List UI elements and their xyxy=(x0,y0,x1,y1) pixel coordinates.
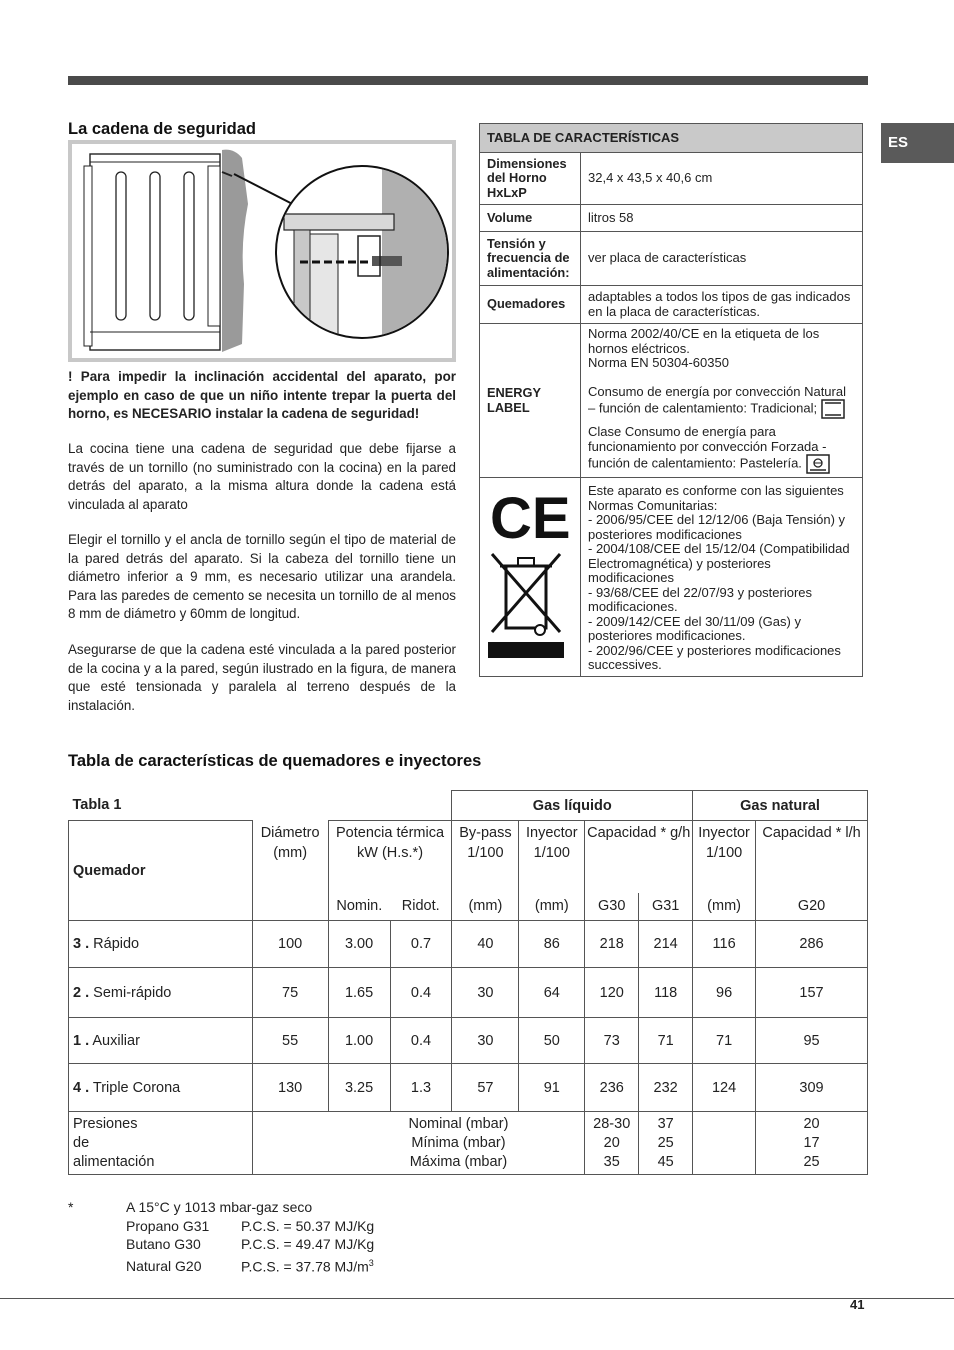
top-rule xyxy=(68,76,868,85)
pressure-g30 xyxy=(585,1112,639,1175)
safety-paragraph-1: La cocina tiene una cadena de seguridad que debe fijarse a través de un tornillo (no suministrado con la cocina) en la pared detrás del aparato, a la misma altura donde la cadena está vinculada al aparato xyxy=(68,441,456,512)
subheader-g20: G20 xyxy=(756,893,868,921)
pressure-label xyxy=(69,1112,253,1175)
table-cell: 86 xyxy=(519,921,585,968)
pressure-value: 35 xyxy=(603,1153,620,1170)
table-cell: 214 xyxy=(639,921,693,968)
burners-table-title: Tabla de características de quemadores e inyectores xyxy=(68,752,482,770)
energy-forced-text: Clase Consumo de energía para funcionamiento por convección Forzada - función de calentamiento: Pastelería. xyxy=(588,424,827,471)
table-cell: 71 xyxy=(693,1018,756,1064)
table-cell: 75 xyxy=(252,968,328,1018)
pressure-label-line: Presiones xyxy=(73,1115,138,1132)
table-cell: 1.65 xyxy=(328,968,390,1018)
pressure-type: Mínima (mbar) xyxy=(411,1134,506,1151)
characteristics-table xyxy=(479,123,863,677)
burner-header: Quemador xyxy=(69,821,253,921)
table-cell: 130 xyxy=(252,1064,328,1112)
table-cell: 236 xyxy=(585,1064,639,1112)
gas-natural-header: Gas natural xyxy=(693,791,868,821)
table-cell: 3.25 xyxy=(328,1064,390,1112)
table-cell: 30 xyxy=(452,1018,519,1064)
norms-intro: Este aparato es conforme con las siguientes Normas Comunitarias: xyxy=(588,483,844,513)
norm-3: - 93/68/CEE del 22/07/93 y posteriores modificaciones. xyxy=(588,584,813,614)
burner-row xyxy=(69,968,868,1018)
subheader-g30: G30 xyxy=(585,893,639,921)
burner-name: Triple Corona xyxy=(92,1079,181,1096)
dims-value: 32,4 x 43,5 x 40,6 cm xyxy=(581,153,863,205)
table-cell: 73 xyxy=(585,1018,639,1064)
weee-black-bar xyxy=(488,642,564,658)
burner-number: 1 . xyxy=(73,1032,90,1049)
oven-fan-icon xyxy=(806,454,830,474)
gas-name: Natural G20 xyxy=(126,1258,202,1275)
gas-liquid-header: Gas líquido xyxy=(452,791,693,821)
safety-chain-title: La cadena de seguridad xyxy=(68,120,256,138)
table-cell: 218 xyxy=(585,921,639,968)
burner-name-cell xyxy=(69,968,253,1018)
gas-pcs: P.C.S. = 50.37 MJ/Kg xyxy=(241,1217,375,1234)
energy-norm-1: Norma 2002/40/CE en la etiqueta de los hornos eléctricos. xyxy=(588,326,820,356)
pressure-value: 37 xyxy=(657,1115,674,1132)
table-cell: 1.00 xyxy=(328,1018,390,1064)
ce-mark: CE xyxy=(490,486,570,551)
warning-text: Para impedir la inclinación accidental del aparato, por ejemplo en caso de que un niño intente trepar la puerta del horno, es NECESARIO instalar la cadena de seguridad! xyxy=(68,369,456,421)
subheader-bypass-mm: (mm) xyxy=(452,893,519,921)
volume-label: Volume xyxy=(480,205,581,232)
table-cell: 0.4 xyxy=(390,1018,452,1064)
burner-number: 2 . xyxy=(73,984,90,1001)
pressure-value: 28-30 xyxy=(593,1115,631,1132)
power-header: Potencia térmica kW (H.s.*) xyxy=(328,821,452,893)
capacity-lh-header: Capacidad * l/h xyxy=(756,821,868,893)
pressure-row xyxy=(69,1112,868,1175)
footnote xyxy=(68,1198,374,1276)
safety-chain-illustration xyxy=(72,144,452,358)
table-cell: 124 xyxy=(693,1064,756,1112)
table-cell: 232 xyxy=(639,1064,693,1112)
burner-name-cell xyxy=(69,1064,253,1112)
table-cell: 71 xyxy=(639,1018,693,1064)
pressure-value: 20 xyxy=(603,1134,620,1151)
superscript: 3 xyxy=(368,1257,374,1268)
subheader-blank xyxy=(252,893,328,921)
table-cell: 40 xyxy=(452,921,519,968)
table-cell: 91 xyxy=(519,1064,585,1112)
subheader-nominal: Nomin. xyxy=(328,893,390,921)
energy-label: ENERGY LABEL xyxy=(480,324,581,478)
volume-value: litros 58 xyxy=(581,205,863,232)
table-cell: 50 xyxy=(519,1018,585,1064)
energy-consumption-forced xyxy=(588,425,855,474)
safety-warning xyxy=(68,368,456,424)
burner-number: 3 . xyxy=(73,936,90,952)
table-cell: 157 xyxy=(756,968,868,1018)
footnote-line xyxy=(68,1254,374,1276)
safety-paragraph-2: Elegir el tornillo y el ancla de tornillo según el tipo de material de la pared detrás del aparato. Si la cabeza del tornillo tiene un diámetro inferior a 9 mm, es necesario utilizar una arandela. Para las paredes de cemento se necesita un tornillo de al menos 8 mm de diámetro y 60mm de longitud. xyxy=(68,532,456,621)
footnote-line xyxy=(68,1198,374,1217)
safety-chain-figure xyxy=(68,140,456,362)
dims-label: Dimensiones del Horno HxLxP xyxy=(480,153,581,205)
burner-row xyxy=(69,1018,868,1064)
oven-traditional-icon xyxy=(821,399,845,419)
pressure-value: 17 xyxy=(803,1134,820,1151)
pressure-value: 45 xyxy=(657,1153,674,1170)
norm-2: - 2004/108/CEE del 15/12/04 (Compatibilidad Electromagnética) y posteriores modificaciones xyxy=(588,541,850,585)
footnote-text: A 15°C y 1013 mbar-gaz seco xyxy=(126,1199,313,1215)
norm-1: - 2006/95/CEE del 12/12/06 (Baja Tensión) y posteriores modificaciones xyxy=(588,512,846,542)
burner-row xyxy=(69,921,868,968)
bypass-header: By-pass 1/100 xyxy=(452,821,519,893)
injector-header: Inyector 1/100 xyxy=(519,821,585,893)
gas-name: Butano G30 xyxy=(126,1236,201,1252)
gas-pcs: P.C.S. = 37.78 MJ/m xyxy=(241,1258,369,1275)
table-cell: 100 xyxy=(252,921,328,968)
norm-4: - 2009/142/CEE del 30/11/09 (Gas) y posteriores modificaciones. xyxy=(588,613,801,643)
subheader-injector-natural-mm: (mm) xyxy=(693,893,756,921)
energy-norm-2: Norma EN 50304-60350 xyxy=(588,355,729,370)
table-cell: 95 xyxy=(756,1018,868,1064)
burner-number: 4 . xyxy=(73,1079,90,1096)
table-cell: 118 xyxy=(639,968,693,1018)
warning-mark: ! xyxy=(68,369,73,384)
pressure-type: Máxima (mbar) xyxy=(409,1153,508,1170)
table-cell: 30 xyxy=(452,968,519,1018)
burners-table xyxy=(68,790,868,1175)
burner-name: Semi-rápido xyxy=(93,984,172,1001)
burner-name-cell xyxy=(69,921,253,968)
page-number: 41 xyxy=(850,1297,865,1312)
subheader-reduced: Ridot. xyxy=(390,893,452,921)
table-cell: 116 xyxy=(693,921,756,968)
table-cell: 286 xyxy=(756,921,868,968)
table-cell: 0.4 xyxy=(390,968,452,1018)
compliance-marks xyxy=(480,478,581,677)
table-cell: 55 xyxy=(252,1018,328,1064)
energy-info xyxy=(581,324,863,478)
table-cell: 309 xyxy=(756,1064,868,1112)
characteristics-header: TABLA DE CARACTERÍSTICAS xyxy=(480,124,863,153)
bottom-rule xyxy=(0,1298,954,1299)
pressure-blank xyxy=(693,1112,756,1175)
safety-paragraph-3: Asegurarse de que la cadena esté vinculada a la pared posterior de la cocina y a la pared, según ilustrado en la figura, de manera que esté tensionada y paralela al terreno después de la instalación. xyxy=(68,642,456,713)
language-tab: ES xyxy=(881,123,954,163)
table-cell: 57 xyxy=(452,1064,519,1112)
voltage-value: ver placa de características xyxy=(581,232,863,286)
injector-natural-header: Inyector 1/100 xyxy=(693,821,756,893)
footnote-line xyxy=(68,1235,374,1254)
pressure-label-line: de xyxy=(73,1134,90,1151)
table-cell: 1.3 xyxy=(390,1064,452,1112)
pressure-g31 xyxy=(639,1112,693,1175)
burners-label: Quemadores xyxy=(480,286,581,324)
energy-natural-text: Consumo de energía por convección Natural – función de calentamiento: Tradicional; xyxy=(588,383,846,416)
pressure-label-line: alimentación xyxy=(73,1153,155,1170)
subheader-g31: G31 xyxy=(639,893,693,921)
burner-name: Auxiliar xyxy=(92,1032,140,1049)
diameter-header: Diámetro (mm) xyxy=(252,821,328,893)
gas-pcs: P.C.S. = 49.47 MJ/Kg xyxy=(241,1236,375,1252)
table-cell: 0.7 xyxy=(390,921,452,968)
burners-value: adaptables a todos los tipos de gas indicados en la placa de características. xyxy=(581,286,863,324)
table-cell: 64 xyxy=(519,968,585,1018)
burner-name-cell xyxy=(69,1018,253,1064)
subheader-injector-mm: (mm) xyxy=(519,893,585,921)
pressure-value: 25 xyxy=(657,1134,674,1151)
gas-name: Propano G31 xyxy=(126,1217,210,1234)
pressure-g20 xyxy=(756,1112,868,1175)
table-cell: 96 xyxy=(693,968,756,1018)
table-cell: 3.00 xyxy=(328,921,390,968)
compliance-norms xyxy=(581,478,863,677)
voltage-label: Tensión y frecuencia de alimentación: xyxy=(480,232,581,286)
table-cell: 120 xyxy=(585,968,639,1018)
pressure-value: 20 xyxy=(803,1115,820,1132)
ce-weee-marks xyxy=(484,484,570,664)
weee-bin-icon xyxy=(492,554,560,635)
burner-name: Rápido xyxy=(93,936,140,952)
footnote-line xyxy=(68,1217,374,1236)
pressure-types xyxy=(252,1112,585,1175)
capacity-gh-header: Capacidad * g/h xyxy=(585,821,693,893)
norm-5: - 2002/96/CEE y posteriores modificaciones successives. xyxy=(588,642,841,672)
energy-consumption-natural xyxy=(588,385,855,420)
pressure-value: 25 xyxy=(803,1153,820,1170)
burner-row xyxy=(69,1064,868,1112)
footnote-star: * xyxy=(68,1199,74,1215)
table-label: Tabla 1 xyxy=(72,797,122,814)
pressure-type: Nominal (mbar) xyxy=(408,1115,509,1132)
